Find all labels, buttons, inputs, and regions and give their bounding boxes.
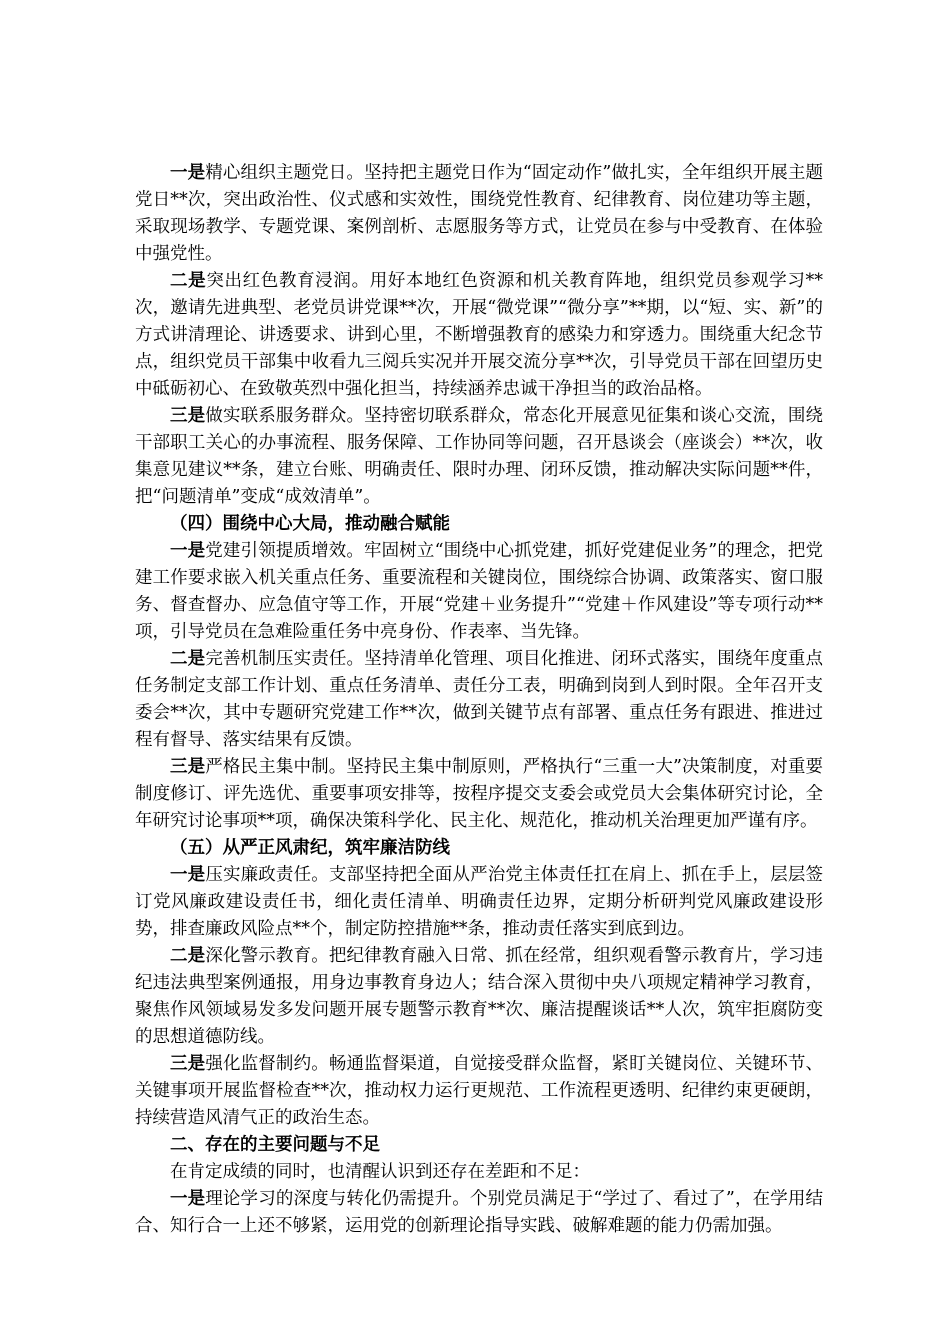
paragraph-3 [135,403,823,511]
paragraph-lead: 三是 [170,406,206,426]
paragraph-1 [135,160,823,268]
paragraph-lead: 一是 [170,541,206,561]
paragraph-lead: 三是 [170,757,206,777]
paragraph-6 [135,646,823,754]
paragraph-lead: 二是 [170,946,206,966]
paragraph-5 [135,538,823,646]
paragraph-7 [135,754,823,835]
document-body [135,160,823,1240]
paragraph-lead: 一是 [170,163,206,183]
paragraph-text: 精心组织主题党日。坚持把主题党日作为“固定动作”做扎实，全年组织开展主题党日**次，突出政治性、仪式感和实效性，围绕党性教育、纪律教育、岗位建功等主题，采取现场教学、专题党课、案例剖析、志愿服务等方式，让党员在参与中受教育、在体验中强党性。 [135,163,824,264]
paragraph-lead: 二是 [170,271,207,291]
paragraph-10 [135,943,823,1051]
paragraph-lead: 二是 [170,649,206,669]
section-heading-5: （五）从严正风肃纪，筑牢廉洁防线 [170,838,450,858]
paragraph-text: 压实廉政责任。支部坚持把全面从严治党主体责任扛在肩上、抓在手上，层层签订党风廉政建设责任书，细化责任清单、明确责任边界，定期分析研判党风廉政建设形势，排查廉政风险点**个，制定防控措施**条，推动责任落实到底到边。 [135,865,824,939]
section-heading-4: （四）围绕中心大局，推动融合赋能 [170,514,450,534]
paragraph-lead: 一是 [170,1189,206,1209]
paragraph-lead: 三是 [170,1054,206,1074]
paragraph-text: 理论学习的深度与转化仍需提升。个别党员满足于“学过了、看过了”，在学用结合、知行合一上还不够紧，运用党的创新理论指导实践、破解难题的能力仍需加强。 [135,1189,824,1236]
paragraph-text: 深化警示教育。把纪律教育融入日常、抓在经常，组织观看警示教育片，学习违纪违法典型案例通报，用身边事教育身边人；结合深入贯彻中央八项规定精神学习教育，聚焦作风领域易发多发问题开展专题警示教育**次、廉洁提醒谈话**人次，筑牢拒腐防变的思想道德防线。 [135,946,824,1047]
paragraph-intro: 在肯定成绩的同时，也清醒认识到还存在差距和不足： [170,1162,590,1182]
paragraph-lead: 一是 [170,865,206,885]
paragraph-text: 突出红色教育浸润。用好本地红色资源和机关教育阵地，组织党员参观学习**次，邀请先进典型、老党员讲党课**次，开展“微党课”“微分享”**期，以“短、实、新”的方式讲清理论、讲透要求、讲到心里，不断增强教育的感染力和穿透力。围绕重大纪念节点，组织党员干部集中收看九三阅兵实况并开展交流分享**次，引导党员干部在回望历史中砥砺初心、在致敬英烈中强化担当，持续涵养忠诚干净担当的政治品格。 [135,271,824,399]
paragraph-11 [135,1051,823,1132]
paragraph-text: 党建引领提质增效。牢固树立“围绕中心抓党建，抓好党建促业务”的理念，把党建工作要求嵌入机关重点任务、重要流程和关键岗位，围绕综合协调、政策落实、窗口服务、督查督办、应急值守等工作，开展“党建＋业务提升”“党建＋作风建设”等专项行动**项，引导党员在急难险重任务中亮身份、作表率、当先锋。 [135,541,824,642]
paragraph-2 [135,268,823,403]
paragraph-text: 完善机制压实责任。坚持清单化管理、项目化推进、闭环式落实，围绕年度重点任务制定支部工作计划、重点任务清单、责任分工表，明确到岗到人到时限。全年召开支委会**次，其中专题研究党建工作**次，做到关键节点有部署、重点任务有跟进、推进过程有督导、落实结果有反馈。 [135,649,824,750]
paragraph-14 [135,1186,823,1240]
paragraph-9 [135,862,823,943]
paragraph-text: 强化监督制约。畅通监督渠道，自觉接受群众监督，紧盯关键岗位、关键环节、关键事项开展监督检查**次，推动权力运行更规范、工作流程更透明、纪律约束更硬朗，持续营造风清气正的政治生态。 [135,1054,824,1128]
paragraph-text: 严格民主集中制。坚持民主集中制原则，严格执行“三重一大”决策制度，对重要制度修订、评先选优、重要事项安排等，按程序提交支委会或党员大会集体研究讨论，全年研究讨论事项**项，确保决策科学化、民主化、规范化，推动机关治理更加严谨有序。 [135,757,824,831]
paragraph-text: 做实联系服务群众。坚持密切联系群众，常态化开展意见征集和谈心交流，围绕干部职工关心的办事流程、服务保障、工作协同等问题，召开恳谈会（座谈会）**次，收集意见建议**条，建立台账、明确责任、限时办理、闭环反馈，推动解决实际问题**件，把“问题清单”变成“成效清单”。 [135,406,824,507]
section-heading-2: 二、存在的主要问题与不足 [170,1135,380,1155]
